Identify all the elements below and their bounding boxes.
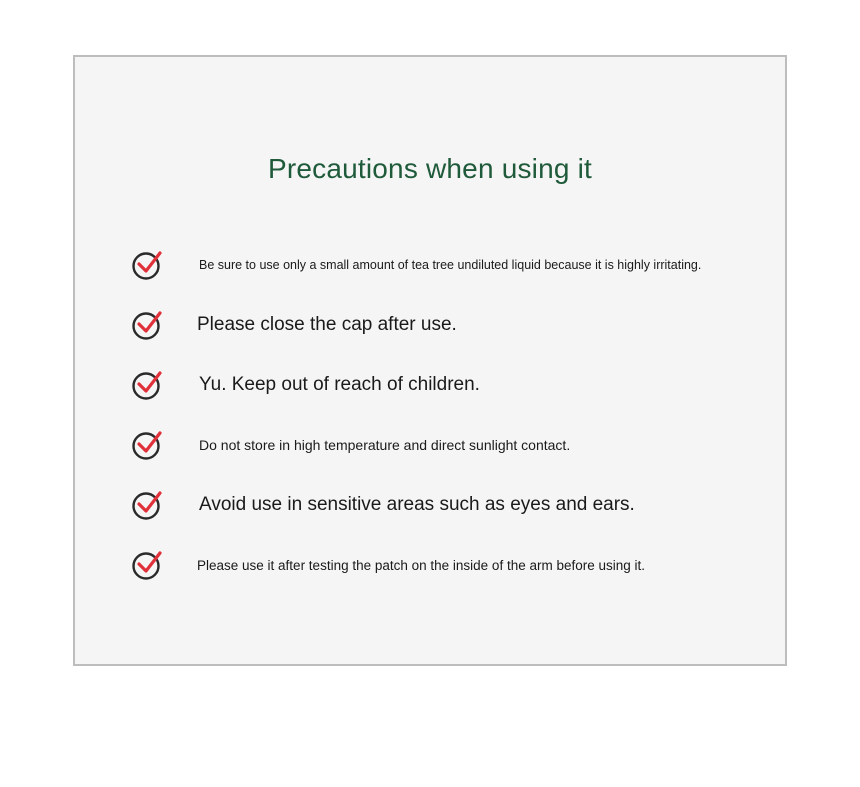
list-item-text: Yu. Keep out of reach of children. xyxy=(199,374,480,395)
list-item xyxy=(131,548,645,582)
check-circle-icon xyxy=(131,548,165,582)
precautions-panel xyxy=(73,55,787,666)
list-item-text: Avoid use in sensitive areas such as eyes and ears. xyxy=(199,494,635,515)
list-item xyxy=(131,248,701,282)
list-item-text: Be sure to use only a small amount of tea tree undiluted liquid because it is highly irritating. xyxy=(199,258,702,272)
list-item-text: Please use it after testing the patch on the inside of the arm before using it. xyxy=(197,557,646,573)
page-title: Precautions when using it xyxy=(267,153,593,184)
check-circle-icon xyxy=(131,308,165,342)
list-item xyxy=(131,428,570,462)
check-circle-icon xyxy=(131,368,165,402)
list-item xyxy=(131,368,480,402)
check-circle-icon xyxy=(131,428,165,462)
check-circle-icon xyxy=(131,488,165,522)
list-item xyxy=(131,488,635,522)
list-item-text: Please close the cap after use. xyxy=(197,314,457,335)
list-item xyxy=(131,308,457,342)
check-circle-icon xyxy=(131,248,165,282)
list-item-text: Do not store in high temperature and direct sunlight contact. xyxy=(199,437,571,453)
